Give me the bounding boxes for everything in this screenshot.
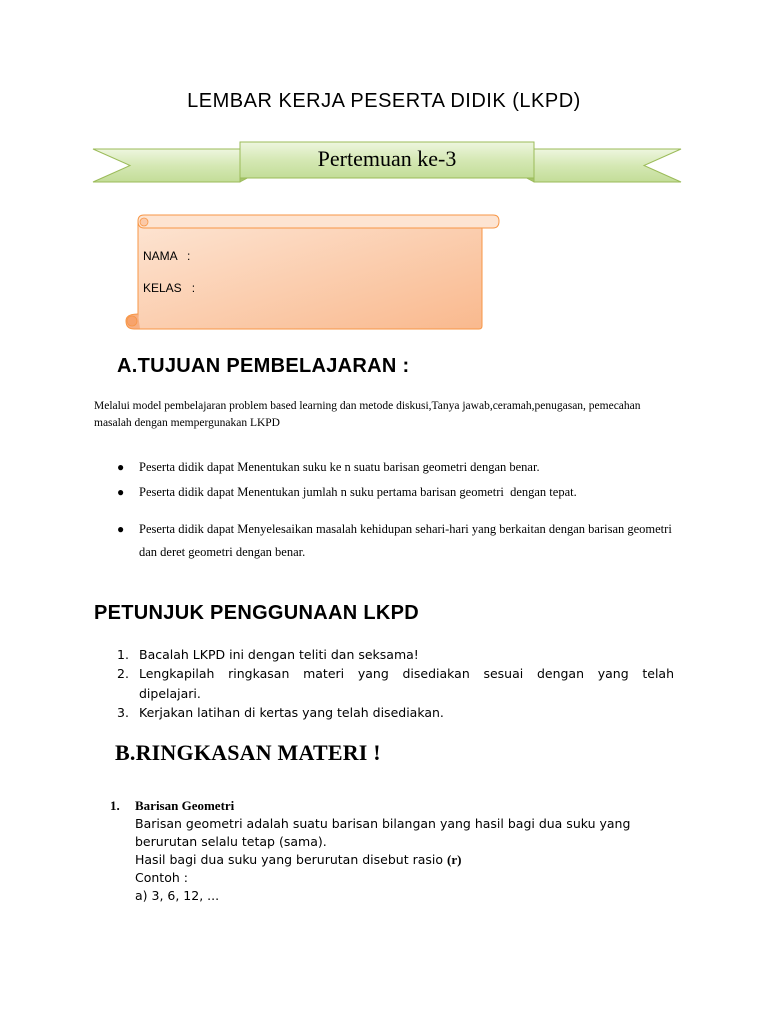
list-item bbox=[117, 664, 674, 703]
step-text: Kerjakan latihan di kertas yang telah disediakan. bbox=[139, 705, 444, 720]
kelas-label: KELAS : bbox=[143, 281, 196, 295]
material-line bbox=[135, 851, 461, 869]
objective-list bbox=[117, 456, 677, 479]
list-item bbox=[117, 645, 674, 665]
step-text: Lengkapilah ringkasan materi yang disediakan sesuai dengan yang telah bbox=[139, 666, 674, 681]
step-text: Bacalah LKPD ini dengan teliti dan seksama! bbox=[139, 647, 419, 662]
material-line: Contoh : bbox=[135, 870, 188, 885]
bullet-icon: ● bbox=[117, 522, 125, 536]
objective-list bbox=[117, 518, 677, 564]
document-title: LEMBAR KERJA PESERTA DIDIK (LKPD) bbox=[187, 90, 581, 112]
instruction-list bbox=[117, 664, 674, 703]
material-number: 1. bbox=[110, 798, 120, 813]
ribbon-left-tail bbox=[93, 149, 240, 182]
bullet-icon: ● bbox=[117, 460, 125, 474]
list-item bbox=[117, 518, 677, 564]
ribbon-text: Pertemuan ke-3 bbox=[317, 146, 457, 171]
section-a-intro: Melalui model pembelajaran problem based learning dan metode diskusi,Tanya jawab,ceramah,penugasan, pemecahan masalah dengan mempergunakan LKPD bbox=[94, 400, 641, 429]
identity-scroll bbox=[120, 210, 504, 334]
objective-list bbox=[117, 481, 677, 504]
step-text-continued: dipelajari. bbox=[139, 685, 201, 701]
material-title: Barisan Geometri bbox=[135, 798, 235, 813]
objective-text: Peserta didik dapat Menentukan suku ke n suatu barisan geometri dengan benar. bbox=[139, 460, 540, 474]
step-number: 1. bbox=[117, 647, 129, 662]
step-number: 2. bbox=[117, 666, 129, 681]
instruction-list bbox=[117, 645, 674, 665]
instruction-list bbox=[117, 703, 674, 723]
nama-label: NAMA : bbox=[143, 249, 191, 263]
objective-text: Peserta didik dapat Menentukan jumlah n suku pertama barisan geometri dengan tepat. bbox=[139, 485, 577, 499]
section-a-heading: A.TUJUAN PEMBELAJARAN : bbox=[117, 355, 410, 377]
bullet-icon: ● bbox=[117, 485, 125, 499]
section-b-heading: B.RINGKASAN MATERI ! bbox=[115, 740, 381, 765]
petunjuk-heading: PETUNJUK PENGGUNAAN LKPD bbox=[94, 602, 420, 624]
list-item bbox=[117, 481, 677, 504]
ratio-symbol: (r) bbox=[446, 852, 462, 867]
step-number: 3. bbox=[117, 705, 129, 720]
material-line: berurutan selalu tetap (sama). bbox=[135, 834, 327, 849]
material-text: Hasil bagi dua suku yang berurutan disebut rasio bbox=[135, 852, 447, 867]
objective-text: Peserta didik dapat Menyelesaikan masalah kehidupan sehari-hari yang berkaitan dengan barisan geometri dan deret geometri dengan benar. bbox=[139, 522, 672, 559]
ribbon-right-tail bbox=[534, 149, 681, 182]
material-line: a) 3, 6, 12, ... bbox=[135, 888, 220, 903]
material-line: Barisan geometri adalah suatu barisan bilangan yang hasil bagi dua suku yang bbox=[135, 816, 631, 831]
list-item bbox=[117, 456, 677, 479]
list-item bbox=[117, 703, 674, 723]
